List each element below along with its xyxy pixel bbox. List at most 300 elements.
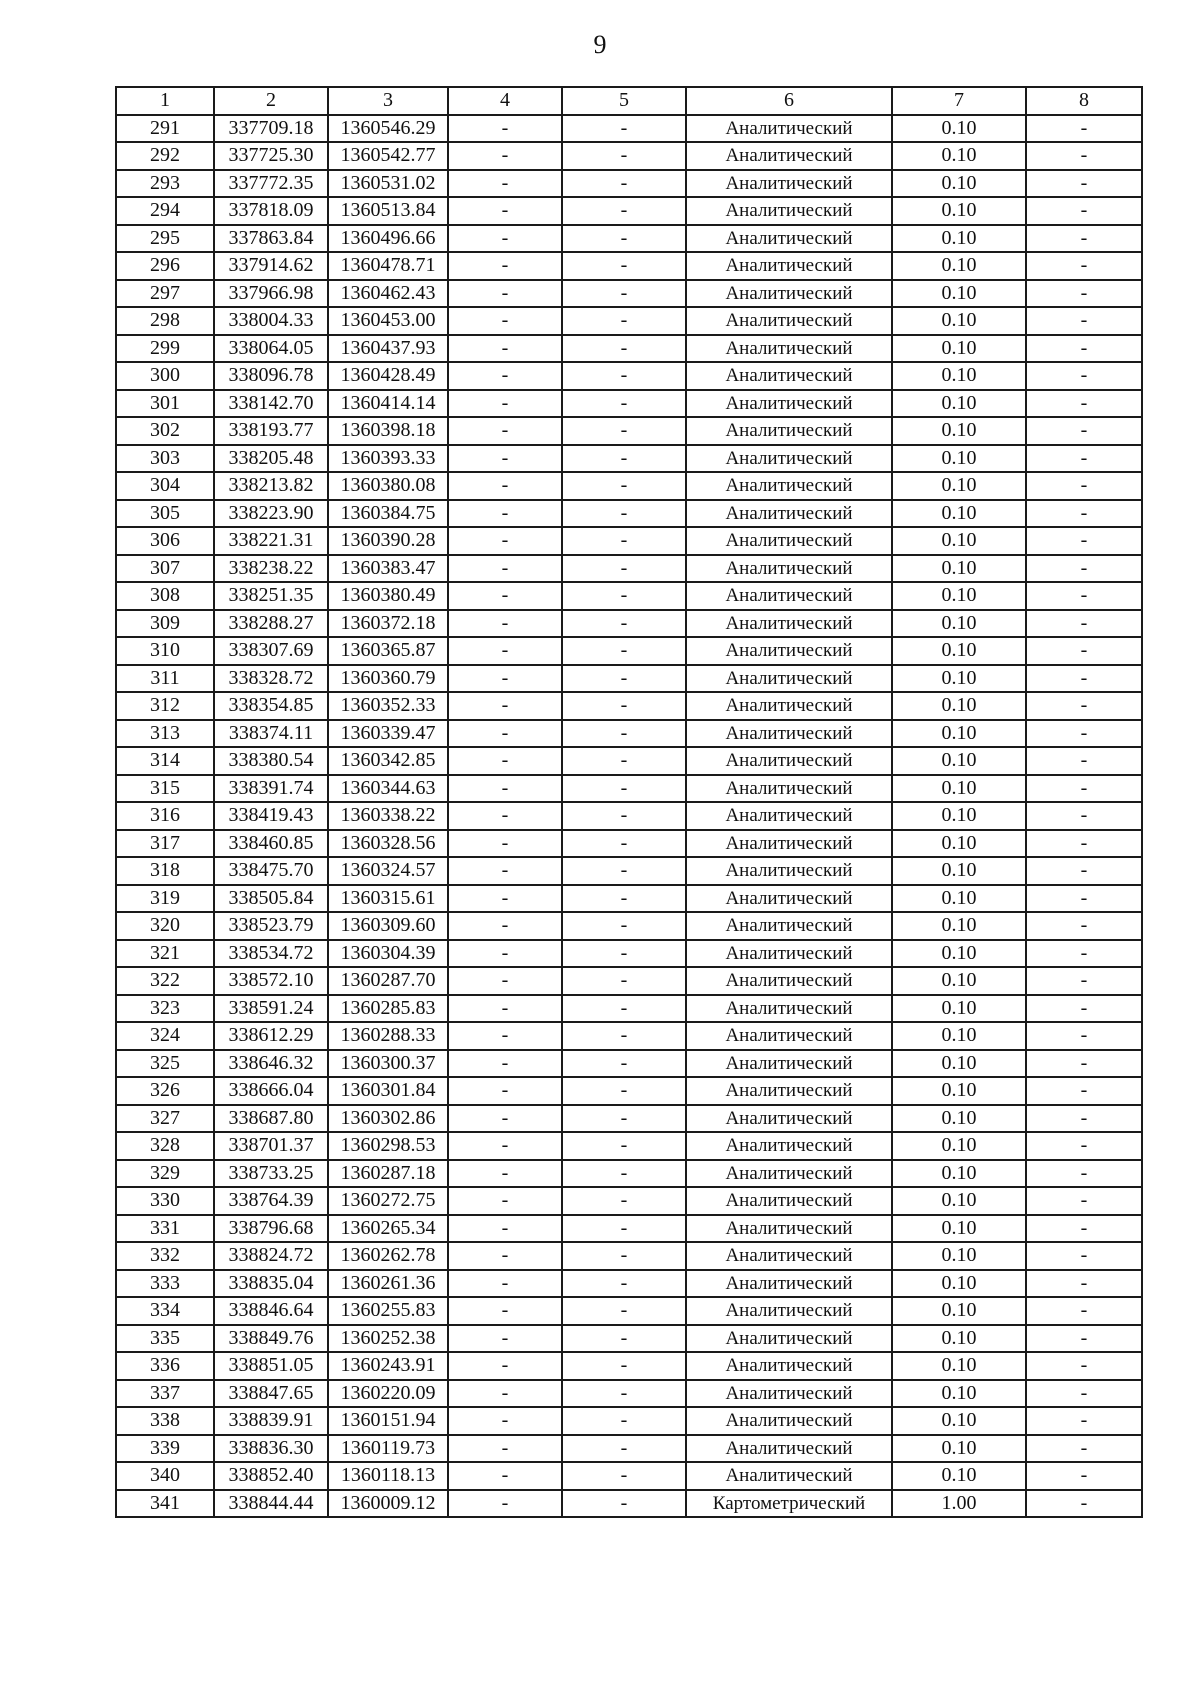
col-4-value-cell: - <box>448 197 562 225</box>
coord-x-cell: 338064.05 <box>214 335 328 363</box>
col-8-value-cell: - <box>1026 197 1142 225</box>
method-cell: Аналитический <box>686 225 892 253</box>
col-4-value-cell: - <box>448 1187 562 1215</box>
table-row <box>116 500 1142 528</box>
col-5-value-cell: - <box>562 1270 686 1298</box>
coord-x-cell: 338354.85 <box>214 692 328 720</box>
coord-y-cell: 1360383.47 <box>328 555 448 583</box>
coord-x-cell: 338460.85 <box>214 830 328 858</box>
accuracy-cell: 0.10 <box>892 692 1026 720</box>
table-row <box>116 115 1142 143</box>
col-5-value-cell: - <box>562 775 686 803</box>
col-4-value-cell: - <box>448 527 562 555</box>
col-8-value-cell: - <box>1026 1050 1142 1078</box>
col-5-value-cell: - <box>562 307 686 335</box>
col-4-value-cell: - <box>448 1352 562 1380</box>
point-number-cell: 337 <box>116 1380 214 1408</box>
col-4-value-cell: - <box>448 1050 562 1078</box>
coord-y-cell: 1360302.86 <box>328 1105 448 1133</box>
point-number-cell: 309 <box>116 610 214 638</box>
coord-y-cell: 1360428.49 <box>328 362 448 390</box>
col-5-value-cell: - <box>562 500 686 528</box>
header-row <box>116 87 1142 115</box>
coord-x-cell: 338288.27 <box>214 610 328 638</box>
point-number-cell: 297 <box>116 280 214 308</box>
method-cell: Аналитический <box>686 1187 892 1215</box>
col-5-value-cell: - <box>562 582 686 610</box>
table-row <box>116 307 1142 335</box>
coord-x-cell: 338796.68 <box>214 1215 328 1243</box>
coord-y-cell: 1360287.18 <box>328 1160 448 1188</box>
accuracy-cell: 0.10 <box>892 472 1026 500</box>
table-row <box>116 582 1142 610</box>
coord-y-cell: 1360220.09 <box>328 1380 448 1408</box>
table-row <box>116 1242 1142 1270</box>
col-4-value-cell: - <box>448 170 562 198</box>
method-cell: Аналитический <box>686 1215 892 1243</box>
table-row <box>116 720 1142 748</box>
accuracy-cell: 0.10 <box>892 830 1026 858</box>
coord-x-cell: 338534.72 <box>214 940 328 968</box>
col-5-value-cell: - <box>562 1077 686 1105</box>
col-8-value-cell: - <box>1026 527 1142 555</box>
col-4-value-cell: - <box>448 665 562 693</box>
point-number-cell: 335 <box>116 1325 214 1353</box>
col-8-value-cell: - <box>1026 885 1142 913</box>
point-number-cell: 311 <box>116 665 214 693</box>
method-cell: Аналитический <box>686 197 892 225</box>
point-number-cell: 308 <box>116 582 214 610</box>
col-4-value-cell: - <box>448 225 562 253</box>
col-8-value-cell: - <box>1026 610 1142 638</box>
coord-y-cell: 1360453.00 <box>328 307 448 335</box>
col-5-value-cell: - <box>562 1407 686 1435</box>
accuracy-cell: 0.10 <box>892 1077 1026 1105</box>
coord-y-cell: 1360261.36 <box>328 1270 448 1298</box>
table-row <box>116 775 1142 803</box>
accuracy-cell: 0.10 <box>892 967 1026 995</box>
coord-y-cell: 1360265.34 <box>328 1215 448 1243</box>
point-number-cell: 339 <box>116 1435 214 1463</box>
coord-y-cell: 1360338.22 <box>328 802 448 830</box>
coord-y-cell: 1360118.13 <box>328 1462 448 1490</box>
col-4-value-cell: - <box>448 1077 562 1105</box>
col-4-value-cell: - <box>448 390 562 418</box>
col-8-value-cell: - <box>1026 582 1142 610</box>
accuracy-cell: 0.10 <box>892 197 1026 225</box>
coord-x-cell: 338096.78 <box>214 362 328 390</box>
col-8-value-cell: - <box>1026 335 1142 363</box>
coord-x-cell: 338193.77 <box>214 417 328 445</box>
col-4-value-cell: - <box>448 472 562 500</box>
coord-x-cell: 338836.30 <box>214 1435 328 1463</box>
method-cell: Аналитический <box>686 857 892 885</box>
col-5-value-cell: - <box>562 1352 686 1380</box>
col-8-value-cell: - <box>1026 995 1142 1023</box>
col-4-value-cell: - <box>448 940 562 968</box>
coord-x-cell: 338205.48 <box>214 445 328 473</box>
coord-x-cell: 337914.62 <box>214 252 328 280</box>
col-8-value-cell: - <box>1026 857 1142 885</box>
col-8-value-cell: - <box>1026 555 1142 583</box>
col-4-value-cell: - <box>448 747 562 775</box>
coord-x-cell: 338142.70 <box>214 390 328 418</box>
col-4-value-cell: - <box>448 555 562 583</box>
coord-y-cell: 1360496.66 <box>328 225 448 253</box>
coord-y-cell: 1360298.53 <box>328 1132 448 1160</box>
col-4-value-cell: - <box>448 362 562 390</box>
coord-x-cell: 338835.04 <box>214 1270 328 1298</box>
coord-x-cell: 338223.90 <box>214 500 328 528</box>
coord-y-cell: 1360304.39 <box>328 940 448 968</box>
coord-x-cell: 338846.64 <box>214 1297 328 1325</box>
col-8-value-cell: - <box>1026 1215 1142 1243</box>
coord-y-cell: 1360287.70 <box>328 967 448 995</box>
point-number-cell: 327 <box>116 1105 214 1133</box>
table-row <box>116 665 1142 693</box>
col-8-value-cell: - <box>1026 1160 1142 1188</box>
col-8-value-cell: - <box>1026 802 1142 830</box>
coord-x-cell: 338701.37 <box>214 1132 328 1160</box>
coord-y-cell: 1360009.12 <box>328 1490 448 1518</box>
method-cell: Аналитический <box>686 885 892 913</box>
coord-y-cell: 1360324.57 <box>328 857 448 885</box>
accuracy-cell: 0.10 <box>892 995 1026 1023</box>
accuracy-cell: 0.10 <box>892 665 1026 693</box>
col-5-value-cell: - <box>562 857 686 885</box>
coord-y-cell: 1360513.84 <box>328 197 448 225</box>
table-row <box>116 362 1142 390</box>
accuracy-cell: 0.10 <box>892 500 1026 528</box>
coord-x-cell: 337966.98 <box>214 280 328 308</box>
accuracy-cell: 0.10 <box>892 1132 1026 1160</box>
col-8-value-cell: - <box>1026 1352 1142 1380</box>
col-8-value-cell: - <box>1026 115 1142 143</box>
col-8-value-cell: - <box>1026 142 1142 170</box>
col-4-value-cell: - <box>448 885 562 913</box>
col-8-value-cell: - <box>1026 940 1142 968</box>
column-header-4: 4 <box>448 87 562 115</box>
point-number-cell: 306 <box>116 527 214 555</box>
coord-x-cell: 338764.39 <box>214 1187 328 1215</box>
accuracy-cell: 0.10 <box>892 1050 1026 1078</box>
col-8-value-cell: - <box>1026 252 1142 280</box>
col-8-value-cell: - <box>1026 170 1142 198</box>
col-8-value-cell: - <box>1026 1435 1142 1463</box>
accuracy-cell: 0.10 <box>892 1462 1026 1490</box>
method-cell: Аналитический <box>686 170 892 198</box>
accuracy-cell: 0.10 <box>892 555 1026 583</box>
coord-x-cell: 338328.72 <box>214 665 328 693</box>
point-number-cell: 301 <box>116 390 214 418</box>
coord-x-cell: 338612.29 <box>214 1022 328 1050</box>
col-4-value-cell: - <box>448 1380 562 1408</box>
col-5-value-cell: - <box>562 225 686 253</box>
coord-x-cell: 338251.35 <box>214 582 328 610</box>
accuracy-cell: 0.10 <box>892 1105 1026 1133</box>
col-5-value-cell: - <box>562 555 686 583</box>
col-5-value-cell: - <box>562 885 686 913</box>
point-number-cell: 299 <box>116 335 214 363</box>
col-8-value-cell: - <box>1026 1407 1142 1435</box>
col-8-value-cell: - <box>1026 1105 1142 1133</box>
col-8-value-cell: - <box>1026 1490 1142 1518</box>
point-number-cell: 341 <box>116 1490 214 1518</box>
table-row <box>116 170 1142 198</box>
col-8-value-cell: - <box>1026 1462 1142 1490</box>
table-row <box>116 940 1142 968</box>
coord-y-cell: 1360384.75 <box>328 500 448 528</box>
accuracy-cell: 0.10 <box>892 940 1026 968</box>
method-cell: Аналитический <box>686 1270 892 1298</box>
col-5-value-cell: - <box>562 720 686 748</box>
point-number-cell: 294 <box>116 197 214 225</box>
accuracy-cell: 0.10 <box>892 1242 1026 1270</box>
table-row <box>116 390 1142 418</box>
method-cell: Аналитический <box>686 1242 892 1270</box>
col-5-value-cell: - <box>562 1132 686 1160</box>
col-4-value-cell: - <box>448 252 562 280</box>
point-number-cell: 302 <box>116 417 214 445</box>
column-header-1: 1 <box>116 87 214 115</box>
point-number-cell: 305 <box>116 500 214 528</box>
method-cell: Аналитический <box>686 445 892 473</box>
table-row <box>116 1297 1142 1325</box>
method-cell: Аналитический <box>686 967 892 995</box>
point-number-cell: 330 <box>116 1187 214 1215</box>
coord-x-cell: 338646.32 <box>214 1050 328 1078</box>
table-row <box>116 527 1142 555</box>
col-5-value-cell: - <box>562 1435 686 1463</box>
coord-x-cell: 338572.10 <box>214 967 328 995</box>
col-5-value-cell: - <box>562 940 686 968</box>
col-8-value-cell: - <box>1026 967 1142 995</box>
col-5-value-cell: - <box>562 610 686 638</box>
col-4-value-cell: - <box>448 115 562 143</box>
table-row <box>116 472 1142 500</box>
column-header-2: 2 <box>214 87 328 115</box>
coord-x-cell: 337725.30 <box>214 142 328 170</box>
method-cell: Аналитический <box>686 995 892 1023</box>
coord-x-cell: 338733.25 <box>214 1160 328 1188</box>
accuracy-cell: 0.10 <box>892 1160 1026 1188</box>
col-5-value-cell: - <box>562 665 686 693</box>
method-cell: Аналитический <box>686 390 892 418</box>
coord-x-cell: 338475.70 <box>214 857 328 885</box>
point-number-cell: 295 <box>116 225 214 253</box>
coord-x-cell: 338391.74 <box>214 775 328 803</box>
col-4-value-cell: - <box>448 967 562 995</box>
coord-y-cell: 1360262.78 <box>328 1242 448 1270</box>
coord-y-cell: 1360288.33 <box>328 1022 448 1050</box>
col-8-value-cell: - <box>1026 830 1142 858</box>
coord-x-cell: 338523.79 <box>214 912 328 940</box>
col-4-value-cell: - <box>448 1297 562 1325</box>
col-4-value-cell: - <box>448 582 562 610</box>
coord-x-cell: 338824.72 <box>214 1242 328 1270</box>
coord-y-cell: 1360285.83 <box>328 995 448 1023</box>
col-4-value-cell: - <box>448 775 562 803</box>
table-row <box>116 445 1142 473</box>
col-4-value-cell: - <box>448 1270 562 1298</box>
accuracy-cell: 0.10 <box>892 335 1026 363</box>
col-8-value-cell: - <box>1026 665 1142 693</box>
table-row <box>116 555 1142 583</box>
coord-x-cell: 337772.35 <box>214 170 328 198</box>
table-row <box>116 830 1142 858</box>
col-4-value-cell: - <box>448 1407 562 1435</box>
accuracy-cell: 0.10 <box>892 362 1026 390</box>
coord-y-cell: 1360531.02 <box>328 170 448 198</box>
coord-x-cell: 338591.24 <box>214 995 328 1023</box>
table-row <box>116 610 1142 638</box>
col-5-value-cell: - <box>562 637 686 665</box>
col-8-value-cell: - <box>1026 390 1142 418</box>
coord-x-cell: 338851.05 <box>214 1352 328 1380</box>
method-cell: Аналитический <box>686 637 892 665</box>
method-cell: Аналитический <box>686 472 892 500</box>
point-number-cell: 319 <box>116 885 214 913</box>
point-number-cell: 328 <box>116 1132 214 1160</box>
accuracy-cell: 0.10 <box>892 445 1026 473</box>
accuracy-cell: 0.10 <box>892 115 1026 143</box>
col-5-value-cell: - <box>562 912 686 940</box>
accuracy-cell: 0.10 <box>892 582 1026 610</box>
accuracy-cell: 0.10 <box>892 1325 1026 1353</box>
col-5-value-cell: - <box>562 1462 686 1490</box>
col-8-value-cell: - <box>1026 1187 1142 1215</box>
coord-y-cell: 1360390.28 <box>328 527 448 555</box>
table-row <box>116 1022 1142 1050</box>
table-row <box>116 692 1142 720</box>
point-number-cell: 322 <box>116 967 214 995</box>
table-body <box>116 115 1142 1518</box>
point-number-cell: 316 <box>116 802 214 830</box>
column-header-3: 3 <box>328 87 448 115</box>
col-5-value-cell: - <box>562 252 686 280</box>
accuracy-cell: 1.00 <box>892 1490 1026 1518</box>
accuracy-cell: 0.10 <box>892 417 1026 445</box>
col-5-value-cell: - <box>562 472 686 500</box>
column-header-8: 8 <box>1026 87 1142 115</box>
col-5-value-cell: - <box>562 527 686 555</box>
col-5-value-cell: - <box>562 335 686 363</box>
col-4-value-cell: - <box>448 280 562 308</box>
col-4-value-cell: - <box>448 610 562 638</box>
method-cell: Аналитический <box>686 1050 892 1078</box>
table-row <box>116 1187 1142 1215</box>
coord-y-cell: 1360344.63 <box>328 775 448 803</box>
col-4-value-cell: - <box>448 1132 562 1160</box>
coord-y-cell: 1360328.56 <box>328 830 448 858</box>
table-row <box>116 1407 1142 1435</box>
accuracy-cell: 0.10 <box>892 857 1026 885</box>
table-row <box>116 802 1142 830</box>
table-row <box>116 912 1142 940</box>
table-row <box>116 1490 1142 1518</box>
coord-x-cell: 338839.91 <box>214 1407 328 1435</box>
table-row <box>116 225 1142 253</box>
col-5-value-cell: - <box>562 1380 686 1408</box>
coord-y-cell: 1360372.18 <box>328 610 448 638</box>
accuracy-cell: 0.10 <box>892 280 1026 308</box>
table-row <box>116 885 1142 913</box>
method-cell: Аналитический <box>686 417 892 445</box>
coord-y-cell: 1360151.94 <box>328 1407 448 1435</box>
method-cell: Аналитический <box>686 115 892 143</box>
coord-y-cell: 1360339.47 <box>328 720 448 748</box>
coord-y-cell: 1360301.84 <box>328 1077 448 1105</box>
coord-x-cell: 338419.43 <box>214 802 328 830</box>
point-number-cell: 326 <box>116 1077 214 1105</box>
point-number-cell: 298 <box>116 307 214 335</box>
coord-y-cell: 1360300.37 <box>328 1050 448 1078</box>
col-4-value-cell: - <box>448 1462 562 1490</box>
accuracy-cell: 0.10 <box>892 1380 1026 1408</box>
col-5-value-cell: - <box>562 115 686 143</box>
table-row <box>116 1050 1142 1078</box>
page-number: 9 <box>593 30 607 59</box>
method-cell: Аналитический <box>686 500 892 528</box>
coord-x-cell: 337818.09 <box>214 197 328 225</box>
table-header <box>116 87 1142 115</box>
col-4-value-cell: - <box>448 692 562 720</box>
col-4-value-cell: - <box>448 912 562 940</box>
method-cell: Аналитический <box>686 665 892 693</box>
col-4-value-cell: - <box>448 1160 562 1188</box>
table-row <box>116 1215 1142 1243</box>
table-row <box>116 1132 1142 1160</box>
col-5-value-cell: - <box>562 1050 686 1078</box>
point-number-cell: 310 <box>116 637 214 665</box>
col-4-value-cell: - <box>448 1490 562 1518</box>
method-cell: Аналитический <box>686 775 892 803</box>
accuracy-cell: 0.10 <box>892 720 1026 748</box>
col-5-value-cell: - <box>562 390 686 418</box>
table-row <box>116 252 1142 280</box>
col-8-value-cell: - <box>1026 747 1142 775</box>
coord-y-cell: 1360542.77 <box>328 142 448 170</box>
point-number-cell: 331 <box>116 1215 214 1243</box>
col-8-value-cell: - <box>1026 472 1142 500</box>
accuracy-cell: 0.10 <box>892 637 1026 665</box>
point-number-cell: 325 <box>116 1050 214 1078</box>
method-cell: Аналитический <box>686 307 892 335</box>
method-cell: Аналитический <box>686 1380 892 1408</box>
col-5-value-cell: - <box>562 197 686 225</box>
col-5-value-cell: - <box>562 170 686 198</box>
coordinates-table <box>115 86 1143 1518</box>
accuracy-cell: 0.10 <box>892 527 1026 555</box>
table-row <box>116 747 1142 775</box>
col-5-value-cell: - <box>562 1490 686 1518</box>
column-header-6: 6 <box>686 87 892 115</box>
col-5-value-cell: - <box>562 1325 686 1353</box>
col-8-value-cell: - <box>1026 1325 1142 1353</box>
col-4-value-cell: - <box>448 1105 562 1133</box>
coord-x-cell: 338666.04 <box>214 1077 328 1105</box>
accuracy-cell: 0.10 <box>892 225 1026 253</box>
table-row <box>116 1105 1142 1133</box>
table-row <box>116 1270 1142 1298</box>
point-number-cell: 332 <box>116 1242 214 1270</box>
table-row <box>116 1462 1142 1490</box>
col-8-value-cell: - <box>1026 362 1142 390</box>
col-8-value-cell: - <box>1026 1270 1142 1298</box>
coord-x-cell: 338505.84 <box>214 885 328 913</box>
method-cell: Аналитический <box>686 940 892 968</box>
col-4-value-cell: - <box>448 1435 562 1463</box>
